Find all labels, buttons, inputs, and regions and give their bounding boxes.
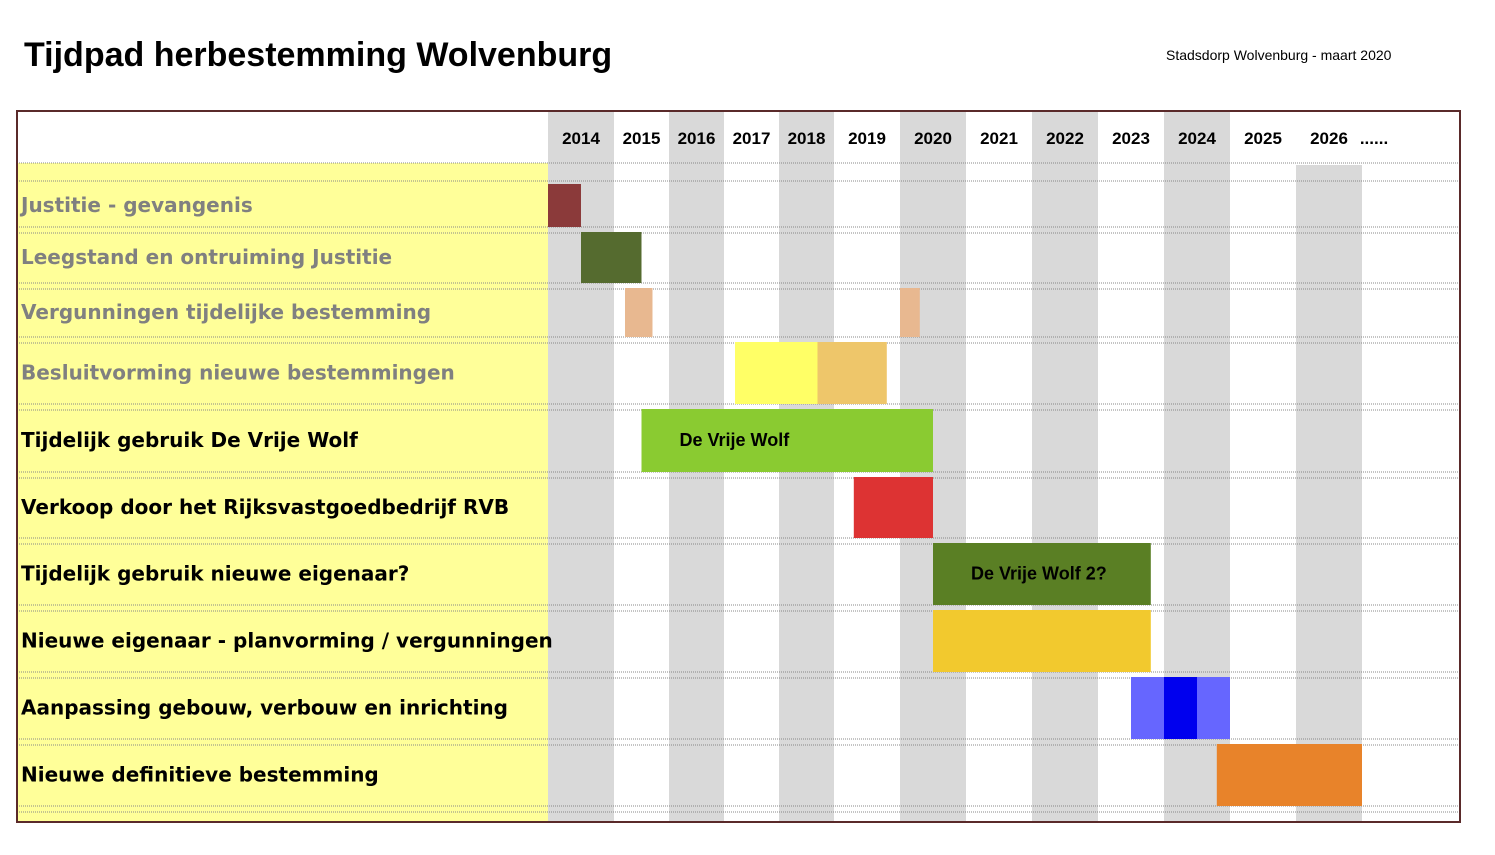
chart-subtitle: Stadsdorp Wolvenburg - maart 2020	[1166, 47, 1392, 63]
column-header-2023: 2023	[1112, 129, 1150, 148]
chart-title: Tijdpad herbestemming Wolvenburg	[24, 36, 613, 74]
gantt-bar	[1217, 744, 1362, 806]
row-label: Justitie - gevangenis	[21, 193, 253, 217]
column-shade-2026	[1296, 165, 1362, 822]
gantt-bar	[900, 288, 920, 337]
column-header-......: ......	[1359, 129, 1389, 148]
row-label: Nieuwe eigenaar - planvorming / vergunningen	[21, 628, 553, 653]
bar-label: De Vrije Wolf	[679, 430, 790, 450]
bar-label: De Vrije Wolf 2?	[971, 563, 1107, 584]
column-header-2019: 2019	[848, 129, 886, 148]
column-header-2021: 2021	[980, 129, 1018, 148]
gantt-bar	[625, 288, 653, 337]
row-label: Nieuwe definitieve bestemming	[21, 762, 379, 787]
gantt-bar	[933, 610, 1151, 672]
column-header-2018: 2018	[787, 129, 826, 148]
gantt-bar	[818, 342, 887, 404]
column-header-2015: 2015	[622, 129, 661, 148]
column-header-2025: 2025	[1244, 129, 1282, 148]
column-header-2024: 2024	[1178, 129, 1216, 148]
row-label: Vergunningen tijdelijke bestemming	[21, 300, 432, 324]
row-label: Tijdelijk gebruik De Vrije Wolf	[21, 428, 358, 452]
column-header-2020: 2020	[914, 129, 952, 148]
row-label: Leegstand en ontruiming Justitie	[21, 245, 393, 269]
column-header-2026: 2026	[1310, 129, 1348, 148]
row-label: Besluitvorming nieuwe bestemmingen	[21, 360, 455, 385]
column-header-2016: 2016	[677, 129, 716, 148]
column-header-2022: 2022	[1046, 129, 1084, 148]
column-shade-2022	[1032, 111, 1098, 822]
row-label: Aanpassing gebouw, verbouw en inrichting	[21, 695, 508, 720]
column-header-2014: 2014	[562, 129, 600, 148]
gantt-bar	[854, 477, 933, 538]
gantt-bar	[548, 184, 581, 227]
column-header-2017: 2017	[732, 129, 771, 148]
gantt-bar	[581, 232, 642, 283]
gantt-bar	[1164, 677, 1197, 739]
row-label: Verkoop door het Rijksvastgoedbedrijf RVB	[21, 495, 510, 519]
gantt-bar	[735, 342, 818, 404]
row-label: Tijdelijk gebruik nieuwe eigenaar?	[21, 561, 410, 586]
